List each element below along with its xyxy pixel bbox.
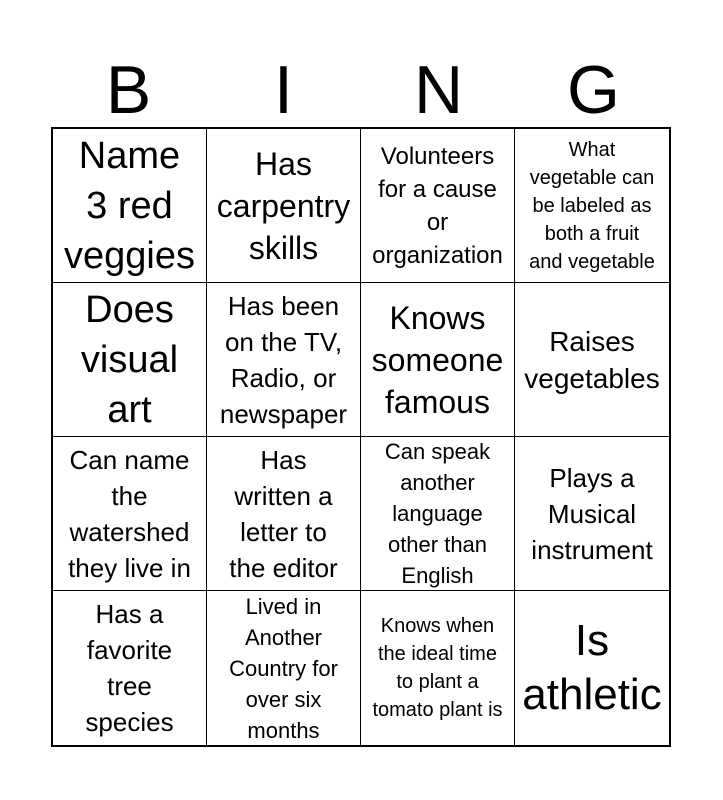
header-letter-b: B	[105, 52, 152, 128]
cell-text: Knows when the ideal time to plant a tomato plant is	[372, 615, 503, 721]
bingo-cell-r3-c1[interactable]	[53, 437, 207, 591]
cell-text: What vegetable can be labeled as both a fruit and vegetable	[529, 138, 655, 273]
cell-text: Volunteers for a cause or organization	[372, 142, 503, 269]
bingo-cell-r1-c2[interactable]	[207, 129, 361, 283]
bingo-header	[51, 52, 671, 128]
cell-text: Has carpentry skills	[216, 145, 351, 266]
cell-text: Can speak another language other than English	[384, 439, 491, 588]
bingo-cell-r2-c1[interactable]	[53, 283, 207, 437]
header-letter-i: I	[274, 52, 293, 128]
header-letter-n: N	[413, 52, 464, 128]
bingo-cell-r4-c3[interactable]	[361, 591, 515, 745]
bingo-cell-r3-c3[interactable]	[361, 437, 515, 591]
bingo-cell-r4-c2[interactable]	[207, 591, 361, 745]
cell-text: Name 3 red veggies	[64, 134, 195, 277]
cell-text: Raises vegetables	[524, 325, 660, 394]
cell-text: Does visual art	[80, 288, 179, 431]
header-letter-g: G	[567, 52, 620, 128]
cell-text: Is athletic	[522, 616, 662, 719]
bingo-cell-r3-c4[interactable]	[515, 437, 669, 591]
bingo-cell-r2-c3[interactable]	[361, 283, 515, 437]
cell-text: Has been on the TV, Radio, or newspaper	[219, 290, 348, 429]
bingo-cell-r4-c4[interactable]	[515, 591, 669, 745]
bingo-cell-r2-c2[interactable]	[207, 283, 361, 437]
cell-text: Lived in Another Country for over six months	[229, 593, 338, 743]
bingo-cell-r1-c4[interactable]	[515, 129, 669, 283]
bingo-cell-r1-c3[interactable]	[361, 129, 515, 283]
bingo-cell-r3-c2[interactable]	[207, 437, 361, 591]
bingo-board	[51, 127, 671, 747]
bingo-cell-r2-c4[interactable]	[515, 283, 669, 437]
bingo-cell-r1-c1[interactable]	[53, 129, 207, 283]
bingo-cell-r4-c1[interactable]	[53, 591, 207, 745]
cell-text: Can name the watershed they live in	[68, 444, 191, 583]
cell-text: Knows someone famous	[371, 299, 504, 420]
cell-text: Has a favorite tree species	[85, 599, 174, 737]
cell-text: Plays a Musical instrument	[531, 462, 653, 565]
cell-text: Has written a letter to the editor	[229, 444, 338, 583]
